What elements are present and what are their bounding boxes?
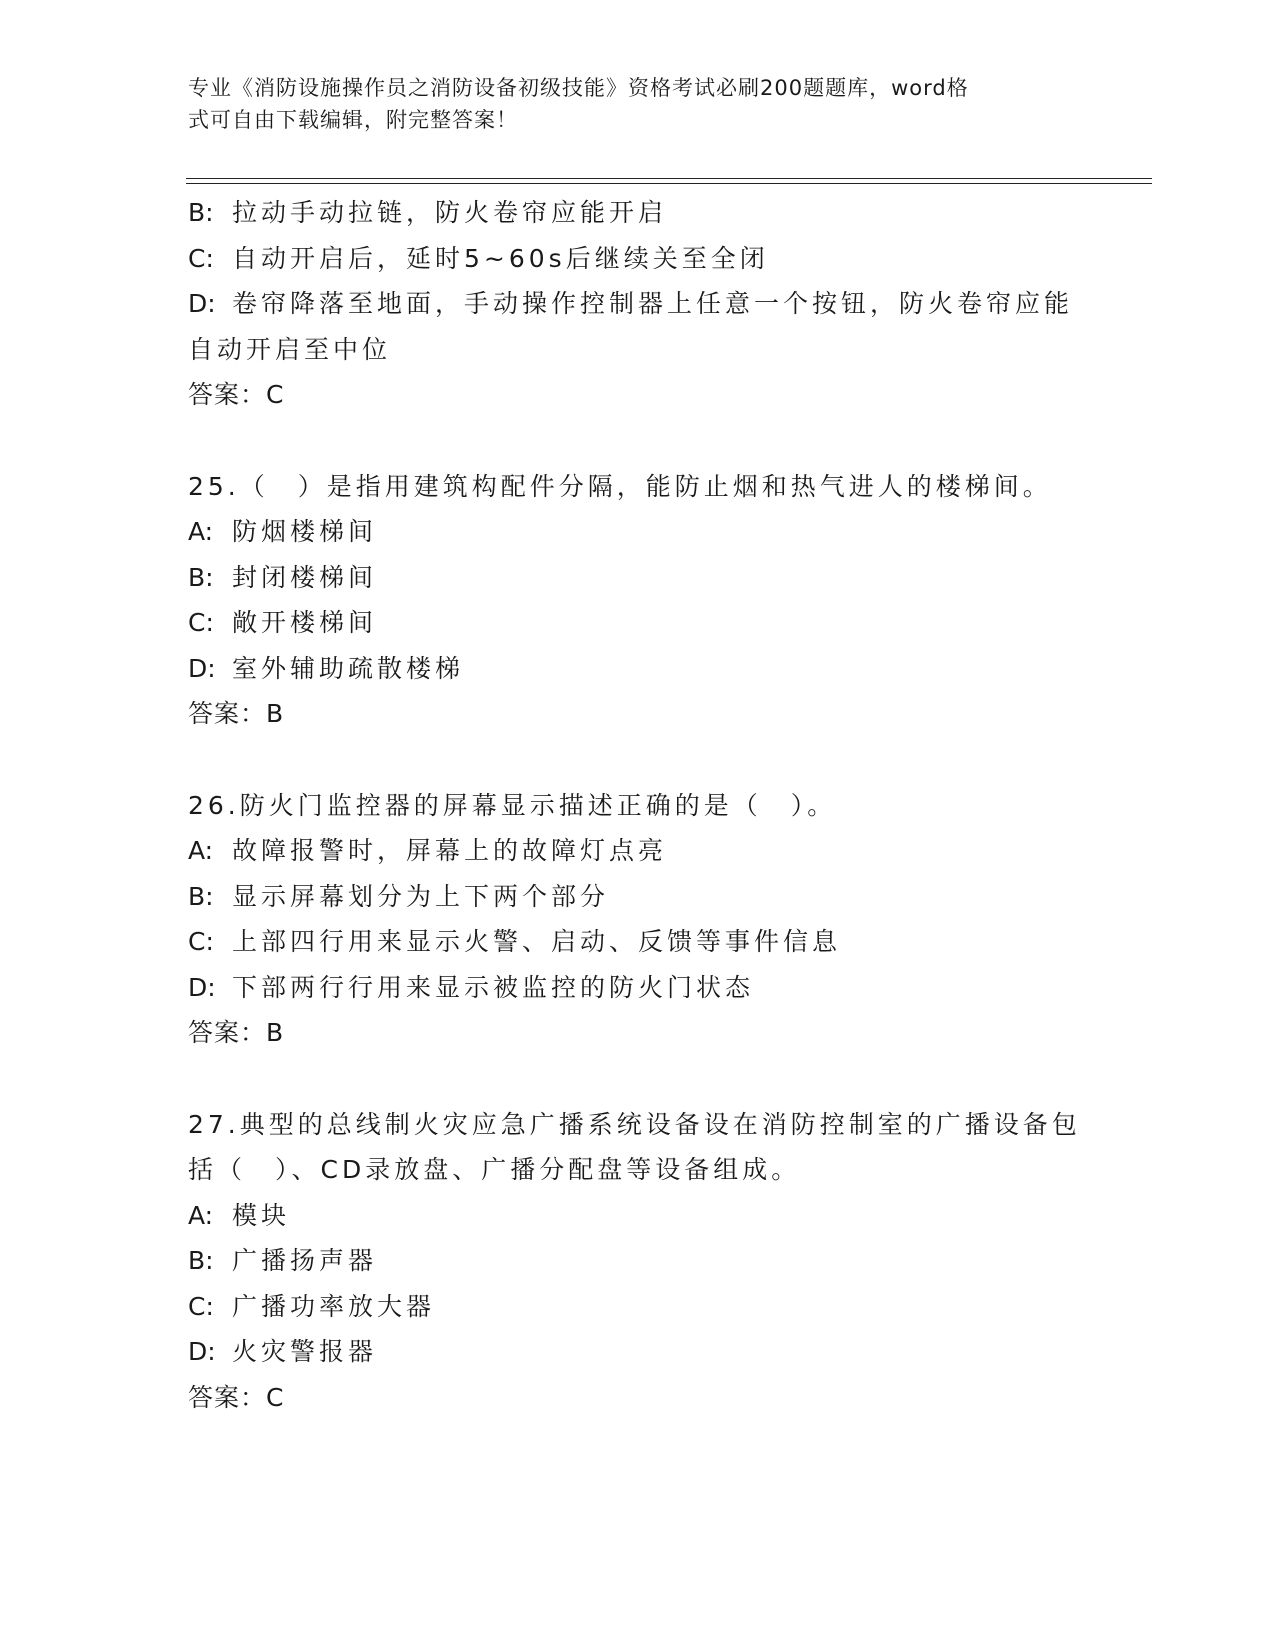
option-key: D: <box>188 653 216 683</box>
option-c <box>188 236 1088 282</box>
question-stem-continuation: 括（ ）、CD录放盘、广播分配盘等设备组成。 <box>188 1155 801 1184</box>
option-text: 拉动手动拉链，防火卷帘应能开启 <box>232 198 668 227</box>
option-key: A: <box>188 836 214 865</box>
question-block-25 <box>188 464 1088 737</box>
option-a <box>188 1193 1088 1239</box>
option-key: B: <box>188 562 214 592</box>
option-text: 卷帘降落至地面，手动操作控制器上任意一个按钮，防火卷帘应能 <box>232 289 1074 318</box>
option-text: 广播扬声器 <box>232 1246 378 1275</box>
spacer <box>188 737 1088 783</box>
document-header <box>188 72 1068 136</box>
option-d <box>188 281 1088 327</box>
question-list <box>188 190 1088 1420</box>
option-text: 广播功率放大器 <box>232 1291 436 1321</box>
option-key: D: <box>188 972 216 1002</box>
option-key: A: <box>188 1200 214 1230</box>
question-block-26 <box>188 783 1088 1056</box>
option-text: 自动开启后，延时5~60s后继续关至全闭 <box>232 243 769 273</box>
option-d <box>188 646 1088 692</box>
header-line-1: 专业《消防设施操作员之消防设备初级技能》资格考试必刷200题题库，word格 <box>188 76 969 100</box>
option-key: C: <box>188 927 214 956</box>
option-c <box>188 600 1088 646</box>
option-text: 室外辅助疏散楼梯 <box>232 653 465 683</box>
question-stem: 27.典型的总线制火灾应急广播系统设备设在消防控制室的广播设备包 <box>188 1109 1081 1139</box>
option-b <box>188 1238 1088 1284</box>
option-text: 敞开楼梯间 <box>232 608 378 637</box>
spacer <box>188 418 1088 464</box>
option-text: 上部四行用来显示火警、启动、反馈等事件信息 <box>232 927 842 956</box>
option-text: 防烟楼梯间 <box>232 517 378 546</box>
option-b <box>188 555 1088 601</box>
answer-line: 答案：B <box>188 699 285 728</box>
option-b <box>188 190 1088 236</box>
option-text: 封闭楼梯间 <box>232 562 378 592</box>
answer-line: 答案：C <box>188 380 285 409</box>
option-key: B: <box>188 198 214 227</box>
option-c <box>188 1284 1088 1330</box>
option-key: C: <box>188 243 214 273</box>
option-key: B: <box>188 881 214 911</box>
answer-line: 答案：C <box>188 1382 285 1412</box>
option-key: C: <box>188 1291 214 1321</box>
question-block-27 <box>188 1102 1088 1421</box>
question-stem: 25.（ ）是指用建筑构配件分隔，能防止烟和热气进人的楼梯间。 <box>188 471 1052 501</box>
option-d-continuation: 自动开启至中位 <box>188 334 392 364</box>
spacer <box>188 1056 1088 1102</box>
option-c <box>188 919 1088 965</box>
option-d <box>188 1329 1088 1375</box>
option-text: 故障报警时，屏幕上的故障灯点亮 <box>232 836 668 865</box>
option-key: C: <box>188 608 214 637</box>
option-d <box>188 965 1088 1011</box>
option-key: D: <box>188 1337 216 1366</box>
option-a <box>188 509 1088 555</box>
option-text: 显示屏幕划分为上下两个部分 <box>232 881 610 911</box>
header-divider <box>186 178 1152 184</box>
option-text: 模块 <box>232 1200 291 1230</box>
option-key: A: <box>188 517 214 546</box>
answer-line: 答案：B <box>188 1018 285 1047</box>
option-a <box>188 828 1088 874</box>
option-text: 火灾警报器 <box>232 1337 378 1366</box>
option-b <box>188 874 1088 920</box>
header-line-2: 式可自由下载编辑，附完整答案！ <box>188 108 518 132</box>
option-text: 下部两行行用来显示被监控的防火门状态 <box>232 972 755 1002</box>
question-stem: 26.防火门监控器的屏幕显示描述正确的是（ ）。 <box>188 790 837 820</box>
option-key: D: <box>188 289 216 318</box>
question-block-prev <box>188 190 1088 418</box>
option-key: B: <box>188 1246 214 1275</box>
